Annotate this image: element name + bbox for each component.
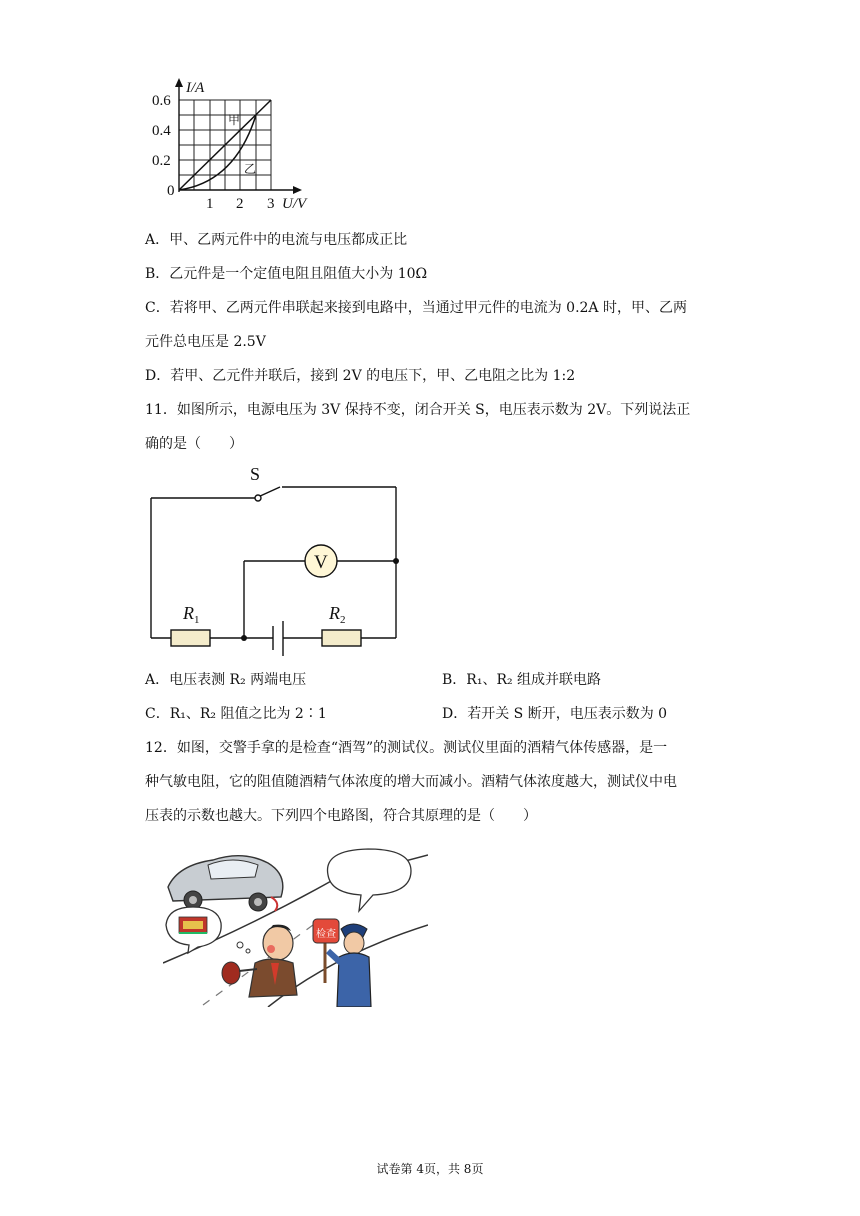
curve-b-label: 乙: [244, 162, 257, 176]
r1-subscript: 1: [194, 614, 200, 626]
q11-option-c: C．R₁、R₂ 阻值之比为 2∶1: [145, 706, 327, 722]
x-tick-2: 2: [236, 196, 244, 212]
drunk-man: [222, 925, 297, 997]
origin-label: 0: [167, 183, 175, 199]
q11-stem-line1: 11．如图所示，电源电压为 3V 保持不变，闭合开关 S，电压表示数为 2V。下列说法正: [145, 402, 691, 418]
junction-dot: [241, 635, 247, 641]
q10-option-a: A．甲、乙两元件中的电流与电压都成正比: [145, 232, 408, 248]
iu-graph: [140, 72, 330, 217]
sign-text: 检查: [316, 929, 336, 940]
q11-stem-line2: 确的是（ ）: [145, 436, 243, 452]
q12-stem-line2: 种气敏电阻，它的阻值随酒精气体浓度的增大而减小。酒精气体浓度越大，测试仪中电: [145, 774, 677, 790]
thought-bubble-cup: [166, 907, 221, 953]
switch-blade: [258, 487, 280, 497]
switch-label: S: [250, 464, 261, 484]
x-tick-1: 1: [206, 196, 214, 212]
r2-letter: R: [329, 603, 340, 623]
y-tick-02: 0.2: [152, 153, 171, 169]
page-footer: 试卷第 4页，共 8页: [376, 1162, 484, 1176]
y-axis-title: I/A: [186, 80, 205, 96]
x-axis-arrow: [293, 186, 302, 194]
drunk-driving-illustration: [163, 845, 428, 1007]
y-tick-04: 0.4: [152, 123, 171, 139]
q10-option-d: D．若甲、乙元件并联后，接到 2V 的电压下，甲、乙电阻之比为 1:2: [145, 368, 576, 384]
x-tick-3: 3: [267, 196, 275, 212]
resistor-r1: [171, 630, 210, 646]
y-tick-06: 0.6: [152, 93, 171, 109]
q10-option-b: B．乙元件是一个定值电阻且阻值大小为 10Ω: [145, 266, 428, 282]
speech-bubble: [328, 849, 412, 911]
x-axis-title: U/V: [282, 196, 307, 212]
q11-option-a: A．电压表测 R₂ 两端电压: [145, 672, 307, 688]
q11-option-b: B．R₁、R₂ 组成并联电路: [442, 672, 602, 688]
r2-label: [328, 603, 346, 626]
car: [168, 856, 283, 911]
q11-option-d: D．若开关 S 断开，电压表示数为 0: [442, 706, 668, 722]
q11-circuit-diagram: [140, 458, 410, 663]
switch-pivot: [255, 495, 261, 501]
junction-dot: [393, 558, 399, 564]
curve-a-label: 甲: [228, 113, 241, 127]
r1-label: [182, 603, 200, 626]
r1-letter: R: [183, 603, 194, 623]
resistor-r2: [322, 630, 361, 646]
y-axis-arrow: [175, 78, 183, 87]
q10-option-c-line2: 元件总电压是 2.5V: [145, 334, 266, 350]
q12-stem-line3: 压表的示数也越大。下列四个电路图，符合其原理的是（ ）: [145, 808, 537, 824]
q12-stem-line1: 12．如图，交警手拿的是检查“酒驾”的测试仪。测试仪里面的酒精气体传感器，是一: [145, 740, 668, 756]
r2-subscript: 2: [340, 614, 346, 626]
voltmeter-label: V: [314, 552, 328, 573]
q10-option-c-line1: C．若将甲、乙两元件串联起来接到电路中，当通过甲元件的电流为 0.2A 时，甲、乙两: [145, 300, 687, 316]
